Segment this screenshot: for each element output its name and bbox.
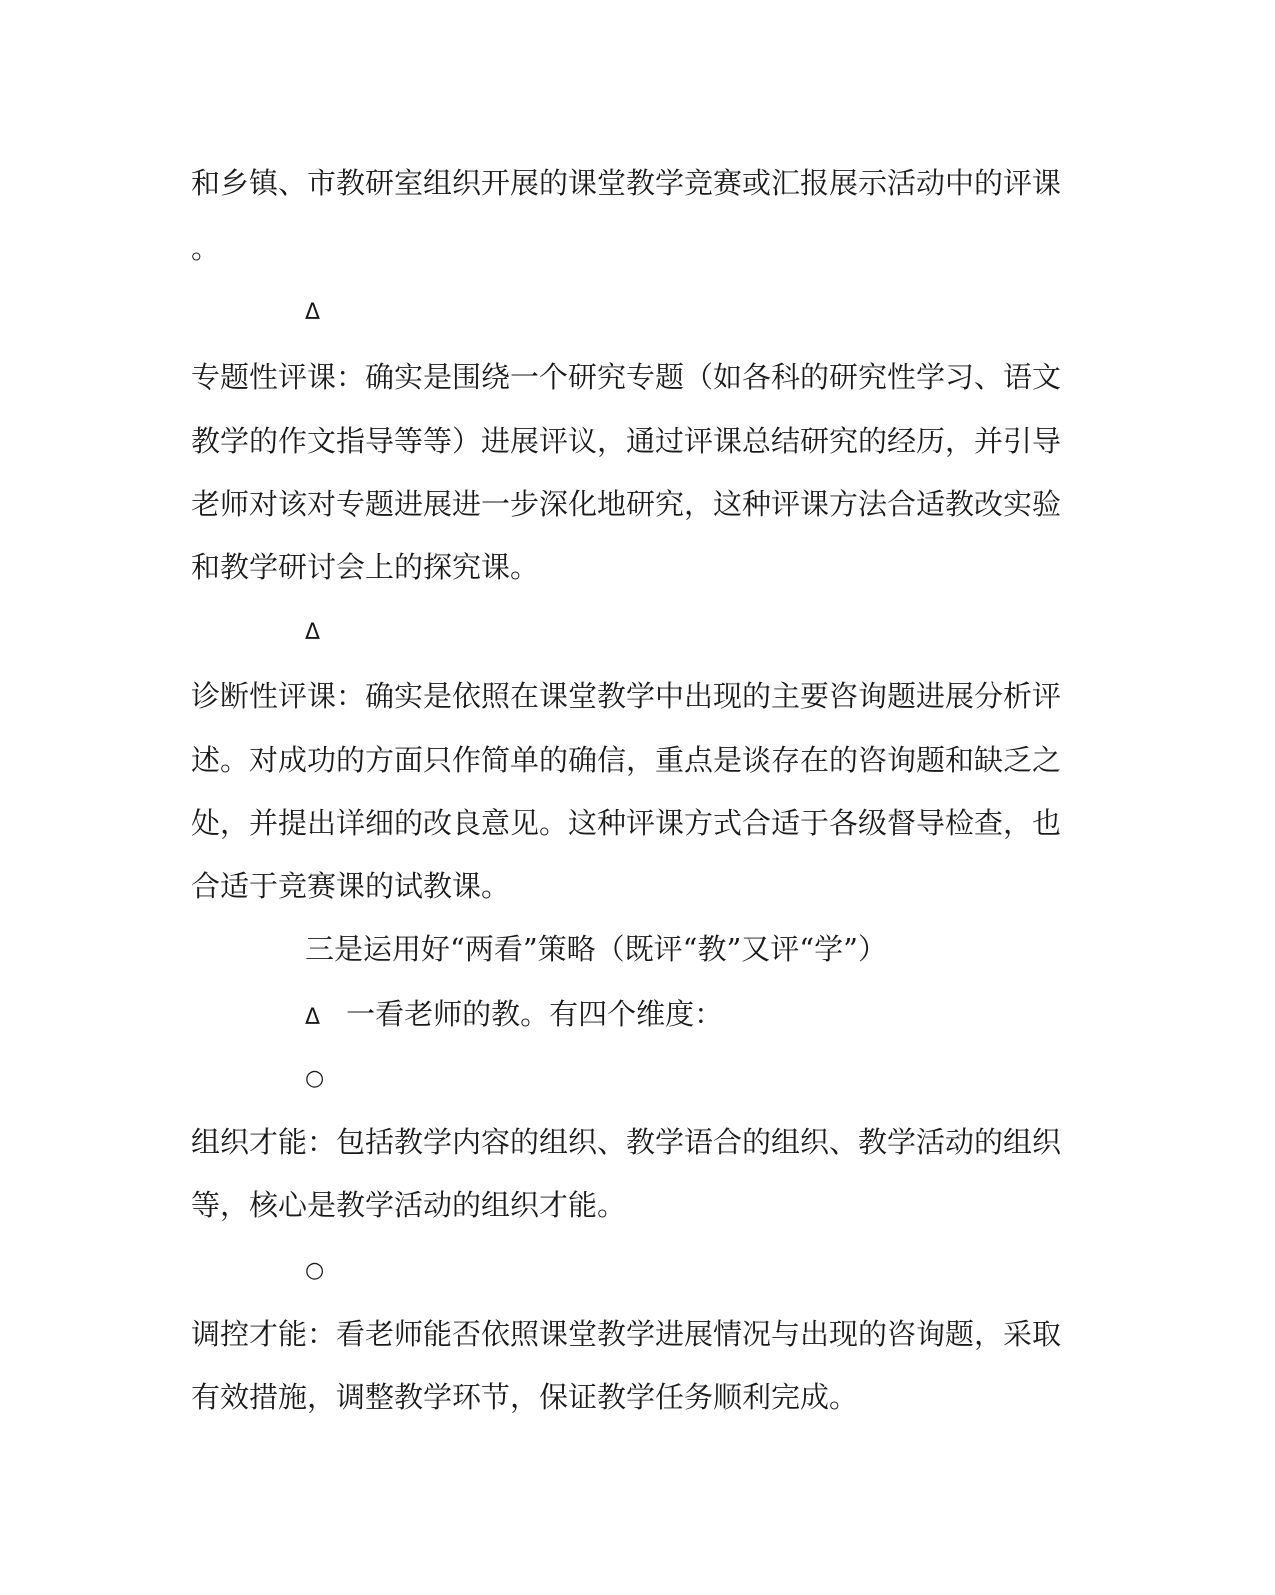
paragraph-line: 合适于竞赛课的试教课。 [191,869,511,903]
paragraph-line: 教学的作文指导等等）进展评议，通过评课总结研究的经历，并引导 [191,424,1062,458]
triangle-bullet-icon: Δ [305,300,321,325]
paragraph-line: 老师对该对专题进展进一步深化地研究，这种评课方法合适教改实验 [191,487,1062,521]
list-item-text: 一看老师的教。有四个维度： [346,997,724,1031]
paragraph-line: 诊断性评课：确实是依照在课堂教学中出现的主要咨询题进展分析评 [191,679,1062,713]
paragraph-line: 。 [191,231,221,265]
paragraph-line: 和乡镇、市教研室组织开展的课堂教学竞赛或汇报展示活动中的评课 [191,166,1062,200]
paragraph-line: 专题性评课：确实是围绕一个研究专题（如各科的研究性学习、语文 [191,360,1062,394]
paragraph-line: 组织才能：包括教学内容的组织、教学语合的组织、教学活动的组织 [191,1125,1062,1159]
paragraph-line: 和教学研讨会上的探究课。 [191,550,540,584]
paragraph-line: 有效措施，调整教学环节，保证教学任务顺利完成。 [191,1380,859,1414]
circle-bullet-icon: ○ [305,1258,325,1283]
paragraph-line: 调控才能：看老师能否依照课堂教学进展情况与出现的咨询题，采取 [191,1317,1062,1351]
section-heading: 三是运用好“两看”策略（既评“教”又评“学”） [305,932,887,966]
list-item [305,994,1185,1038]
triangle-bullet-icon: Δ [305,620,321,645]
triangle-bullet-icon: Δ [305,1005,321,1030]
circle-bullet-icon: ○ [305,1066,325,1091]
paragraph-line: 等，核心是教学活动的组织才能。 [191,1188,627,1222]
paragraph-line: 述。对成功的方面只作简单的确信，重点是谈存在的咨询题和缺乏之 [191,743,1062,777]
paragraph-line: 处，并提出详细的改良意见。这种评课方式合适于各级督导检查，也 [191,806,1062,840]
